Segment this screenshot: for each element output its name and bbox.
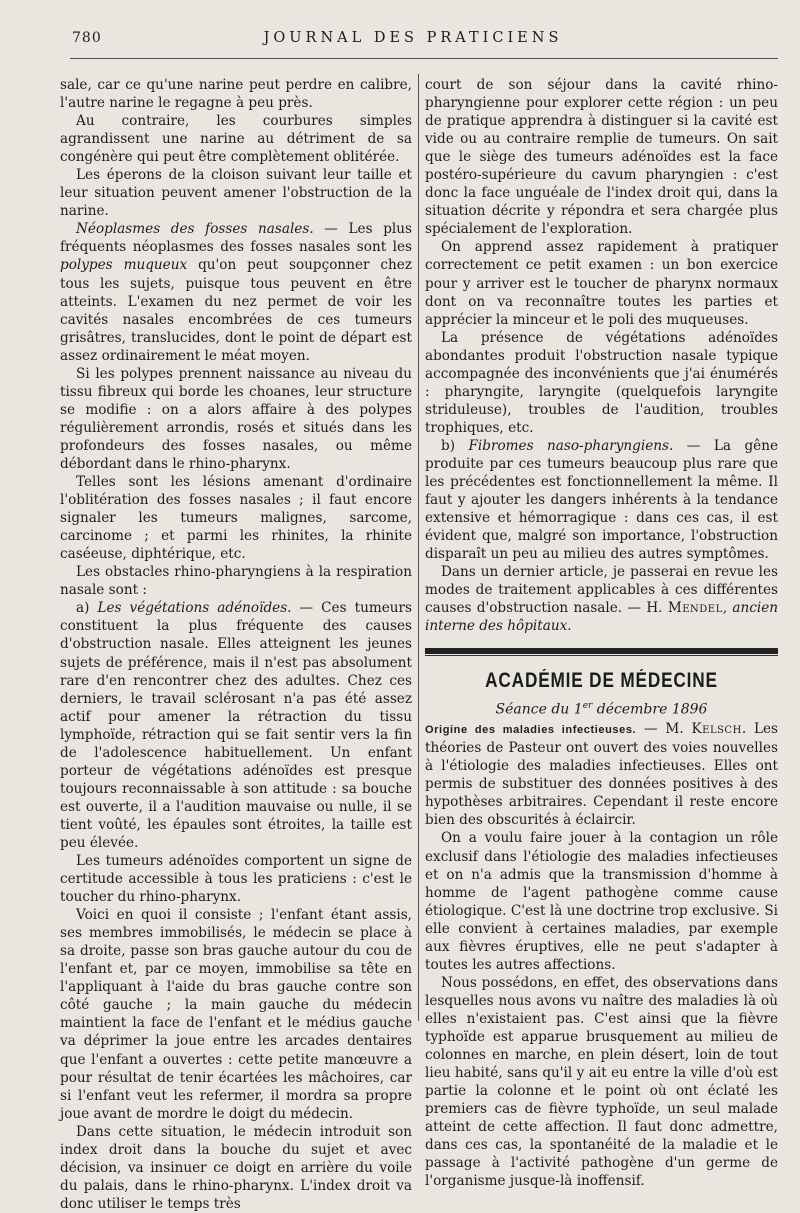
paragraph: Les tumeurs adénoïdes comportent un signe de certitude accessible à tous les praticiens : c'est le toucher du rhino-pharynx. [60, 853, 412, 906]
left-column [60, 76, 412, 1213]
term-polypes: polypes muqueux [60, 257, 188, 274]
journal-title: JOURNAL DES PRATICIENS [263, 30, 563, 46]
paragraph: On a voulu faire jouer à la contagion un rôle exclusif dans l'étiologie des maladies infectieuses et on n'a admis que la transmission d'homme à homme de l'agent pathogène comme cause étiologique. C'est là une doctrine trop exclusive. Si elle convient à certaines maladies, par exemple aux fièvres éruptives, elle ne peut s'adapter à toutes les autres affections. [425, 830, 778, 973]
paragraph-vegetations [60, 599, 412, 852]
paragraph-fibromes [425, 437, 778, 563]
header-rule [70, 58, 778, 59]
paragraph: court de son séjour dans la cavité rhino-pharyngienne pour explorer cette région : un peu de pratique apprendra à distinguer si la cavité est vide ou au contraire remplie de tumeurs. On sait que le siège des tumeurs adénoïdes est la face postéro-supérieure du cavum pharyngien : c'est donc la face unguéale de l'index droit qui, dans la situation décrite y répondra et sera chargée plus spécialement de l'exploration. [425, 77, 778, 238]
paragraph: Dans cette situation, le médecin introduit son index droit dans la bouche du sujet et avec décision, va insinuer ce doigt en arrière du voile du palais, dans le rhino-pharynx. L'index droit va donc utiliser le temps très [60, 1123, 412, 1212]
paragraph-neoplasmes [60, 220, 412, 364]
page-number: 780 [72, 30, 102, 46]
author-role: , ancien interne des hôpitaux. [425, 600, 778, 635]
paragraph: Les obstacles rhino-pharyngiens à la respiration nasale sont : [60, 564, 412, 599]
text: — Les plus fréquents néoplasmes des fosses nasales sont les [60, 221, 412, 256]
text: — Ces tumeurs constituent la plus fréquente des causes d'obstruction nasale. Elles atteignent les jeunes sujets de préférence, mais il n'est pas absolument rare d'en rencontrer chez des adultes. Chez ces derniers, le travail sclérosant n'a pas été assez actif pour amener la rétraction du tissu lymphoïde, rétraction qui se fait sentir vers la fin de l'adolescence habituellement. Un enfant porteur de végétations adénoïdes est presque toujours reconnaissable à son attitude : sa bouche est ouverte, il a l'audition mauvaise ou nulle, il se tient voûté, les épaules sont étroites, la taille est peu élevée. [60, 600, 412, 851]
subheading-neoplasmes: Néoplasmes des fosses nasales. [76, 221, 314, 238]
paragraph: Voici en quoi il consiste ; l'enfant étant assis, ses membres immobilisés, le médecin se place à sa droite, passe son bras gauche autour du cou de l'enfant et, par ce moyen, immobilise sa tête en l'appliquant à l'aide du bras gauche contre son côté gauche ; la main gauche du médecin maintient la face de l'enfant et le médius gauche va déprimer la joue entre les arcades dentaires que l'enfant a ouvertes : cette petite manœuvre a pour résultat de tenir écartées les mâchoires, car si l'enfant veut les refermer, il mordra sa propre joue avant de mordre le doigt du médecin. [60, 907, 412, 1122]
paragraph: sale, car ce qu'une narine peut perdre en calibre, l'autre narine le regagne à peu près. [60, 77, 412, 112]
section-title: ACADÉMIE DE MÉDECINE [485, 669, 718, 693]
right-column [425, 76, 778, 1190]
list-marker: b) [441, 437, 469, 454]
subheading-vegetations: Les végétations adénoïdes. [97, 600, 292, 617]
paragraph: La présence de végétations adénoïdes abondantes produit l'obstruction nasale typique accompagnée des inconvénients que j'ai énumérés : pharyngite, laryngite (quelquefois laryngite striduleuse), troubles de l'audition, troubles trophiques, etc. [425, 329, 778, 436]
text: Dans un dernier article, je passerai en revue les modes de traitement applicables à ces différentes causes d'obstruction nasale. — H. [425, 564, 778, 617]
author-name: Mendel [667, 600, 723, 617]
column-divider [418, 74, 419, 1021]
paragraph: Telles sont les lésions amenant d'ordinaire l'oblitération des fosses nasales ; il faut encore signaler les tumeurs malignes, sarcome, carcinome ; et parmi les rhinites, la rhinite caséeuse, diphtérique, etc. [60, 474, 412, 563]
paragraph-conclusion [425, 563, 778, 635]
text: qu'on peut soupçonner chez tous les sujets, puisque tous peuvent en être atteints. L'examen du nez permet de voir les cavités nasales encombrées de ces tumeurs grisâtres, translucides, dont le point de départ est assez ordinairement le méat moyen. [60, 257, 412, 364]
speaker-name: Kelsch [691, 721, 742, 738]
paragraph-origine: Origine des maladies infectieuses. — M. Kelsch. Les théories de Pasteur ont ouvert des voies nouvelles à l'étiologie des maladies infectieuses. Elles ont permis de substituer des données positives à des hypothèses arbitraires. Cependant il reste encore bien des obscurités à éclaircir. [425, 721, 778, 829]
text: — La gêne produite par ces tumeurs beaucoup plus rare que les précédentes est fonctionnellement la même. Il faut y ajouter les dangers inhérents à la tendance extensive et hémorragique : dans ces cas, il est évident que, malgré son importance, l'obstruction disparaît un peu au milieu des autres symptômes. [425, 437, 778, 563]
section-rule-thick [425, 648, 778, 654]
subheading-origine: Origine des maladies infectieuses. [425, 724, 637, 737]
list-marker: a) [76, 600, 98, 617]
paragraph: Nous possédons, en effet, des observations dans lesquelles nous avons vu naître des maladies là où elles n'existaient pas. C'est ainsi que la fièvre typhoïde est apparue brusquement au milieu de colonnes en marche, en plein désert, loin de tout lieu habité, sans qu'il y ait eu entre la ville d'où est partie la colonne et le point où ont éclaté les premiers cas de fièvre typhoïde, un seul malade atteint de cette affection. Il faut donc admettre, dans ces cas, la spontanéité de la maladie et le passage à l'activité pathogène d'un germe de l'organisme jusque-là inoffensif. [425, 974, 778, 1190]
paragraph: Si les polypes prennent naissance au niveau du tissu fibreux qui borde les choanes, leur structure se modifie : on a alors affaire à des polypes régulièrement arrondis, rosés et situés dans les profondeurs des fosses nasales, ou même débordant dans le rhino-pharynx. [60, 365, 412, 472]
section-rule-thin [425, 655, 778, 656]
running-header [52, 30, 774, 52]
paragraph: On apprend assez rapidement à pratiquer correctement ce petit examen : un bon exercice pour y arriver est le toucher de pharynx normaux dont on va reconnaître toutes les parties et apprécier la minceur et le poli des muqueuses. [425, 239, 778, 328]
paragraph: Au contraire, les courbures simples agrandissent une narine au détriment de sa congénère qui peut être complètement oblitérée. [60, 113, 412, 166]
paragraph: Les éperons de la cloison suivant leur taille et leur situation peuvent amener l'obstruction de la narine. [60, 167, 412, 220]
subheading-fibromes: Fibromes naso-pharyngiens. [468, 437, 674, 454]
seance-date: Séance du 1er décembre 1896 [495, 700, 708, 718]
